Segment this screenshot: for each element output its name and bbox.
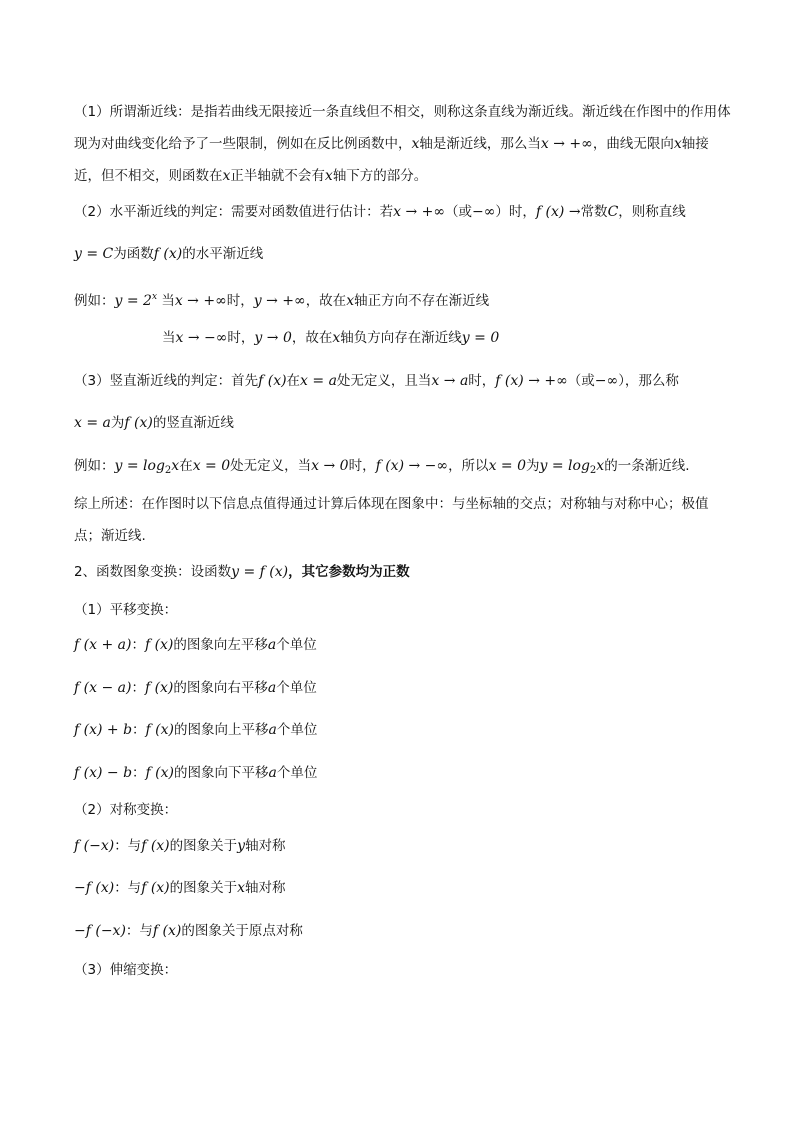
rule-symmetry-x-axis: −f (x)：与f (x)的图象关于x轴对称 [74,880,286,896]
rule-symmetry-origin: −f (−x)：与f (x)的图象关于原点对称 [74,923,303,939]
rule-shift-right: f (x − a)：f (x)的图象向右平移a个单位 [74,680,317,696]
rule-shift-up: f (x) + b：f (x)的图象向上平移a个单位 [74,722,318,738]
example-logarithm: 例如：$y = \log_2x$在x = 0处无定义，当x → 0时，f (x) → −∞，所以x = 0为$y = \log_2x$的一条渐近线. [74,458,690,476]
heading-translation: （1）平移变换： [74,602,178,618]
paragraph-summary: 综上所述：在作图时以下信息点值得通过计算后体现在图象中：与坐标轴的交点；对称轴与对称中心；极值点；渐近线. [74,496,709,544]
heading-symmetry: （2）对称变换： [74,802,178,818]
paragraph-vertical-asymptote: （3）竖直渐近线的判定：首先f (x)在x = a处无定义，且当x → a时，f (x) → +∞（或−∞），那么称 [74,373,679,389]
example-exponential-line2: 当x → −∞时，y → 0，故在x轴负方向存在渐近线y = 0 [162,330,500,346]
section-graph-transformations: 2、函数图象变换：设函数y = f (x)，其它参数均为正数 [74,564,410,580]
rule-symmetry-y-axis: f (−x)：与f (x)的图象关于y轴对称 [74,838,286,854]
paragraph-horizontal-asymptote-line2: y = C为函数f (x)的水平渐近线 [74,246,264,262]
paragraph-asymptote-definition: （1）所谓渐近线：是指若曲线无限接近一条直线但不相交，则称这条直线为渐近线。渐近线在作图中的作用体现为对曲线变化给予了一些限制，例如在反比例函数中，x轴是渐近线，那么当x → +∞，曲线无限向x轴接近，但不相交，则函数在x正半轴就不会有x轴下方的部分。 [74,104,731,184]
rule-shift-down: f (x) − b：f (x)的图象向下平移a个单位 [74,765,318,781]
rule-shift-left: f (x + a)：f (x)的图象向左平移a个单位 [74,637,317,653]
paragraph-horizontal-asymptote: （2）水平渐近线的判定：需要对函数值进行估计：若x → +∞（或−∞）时，f (x) →常数C，则称直线 [74,204,686,220]
heading-scaling: （3）伸缩变换： [74,962,178,978]
example-exponential: 例如：$y = 2^x$ 当x → +∞时，y → +∞，故在x轴正方向不存在渐近线 [74,292,490,309]
paragraph-vertical-asymptote-line2: x = a为f (x)的竖直渐近线 [74,415,234,431]
